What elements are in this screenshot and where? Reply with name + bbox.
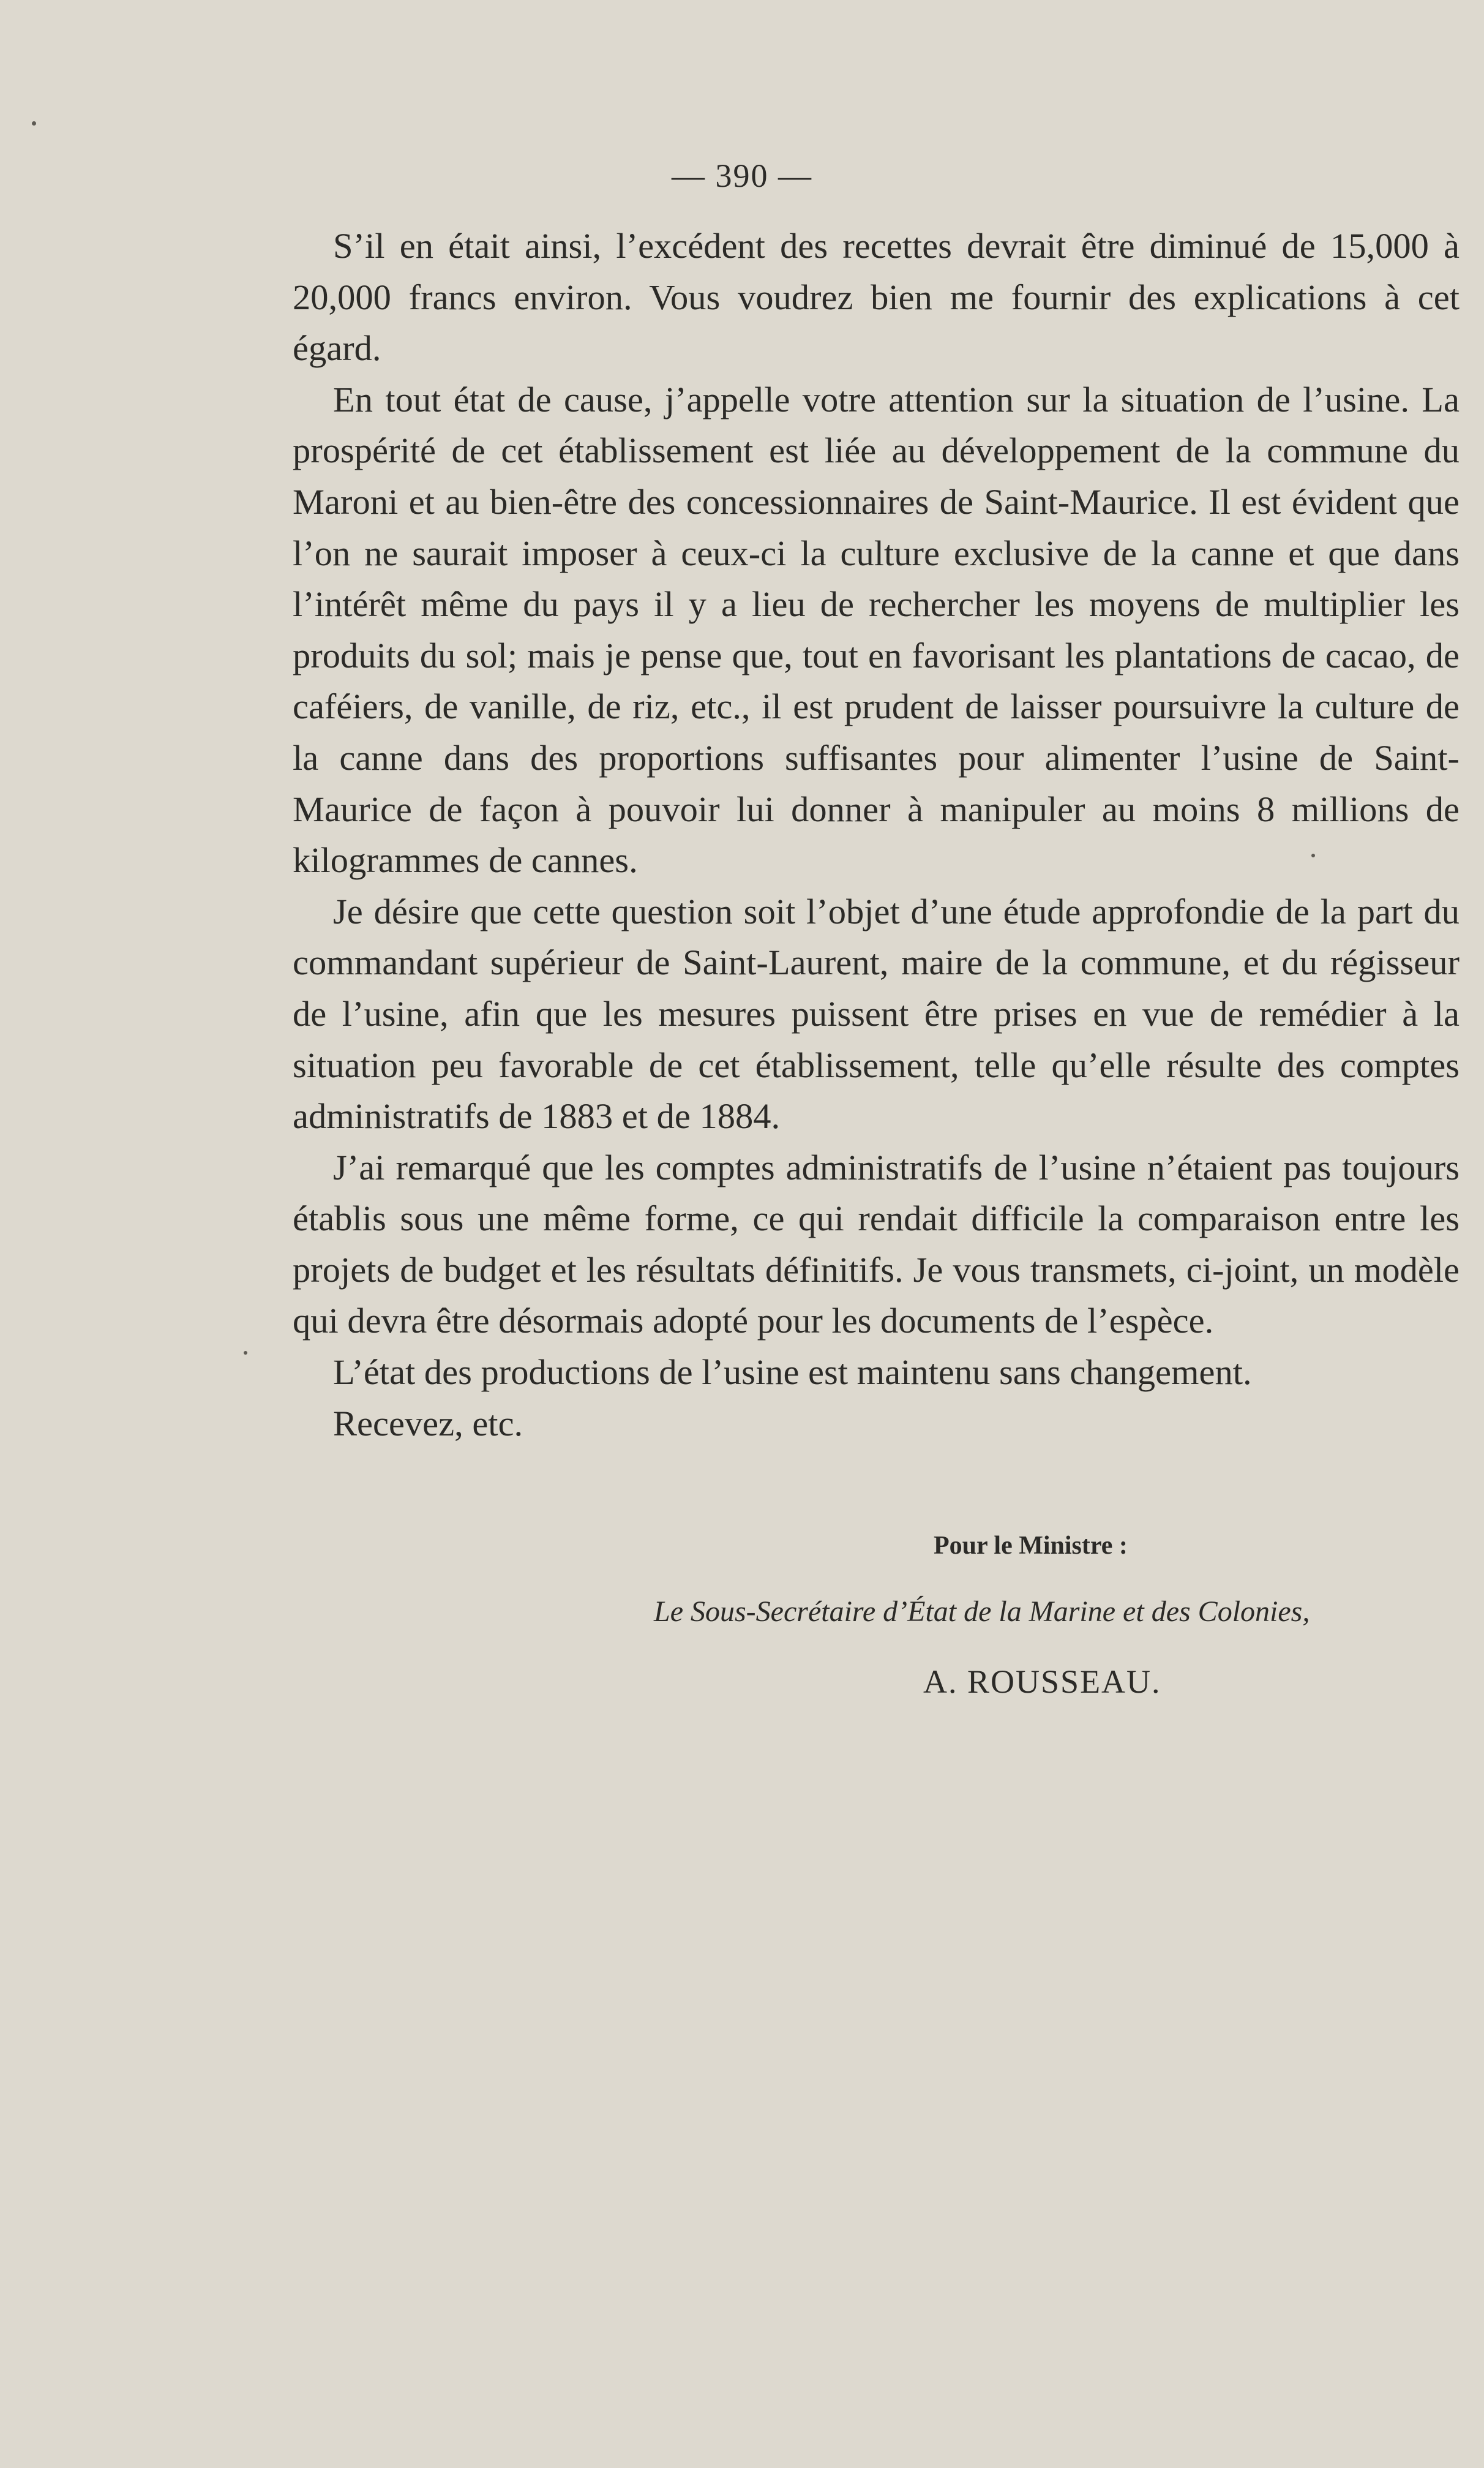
paragraph-1: S’il en était ainsi, l’excédent des recettes devrait être diminué de 15,000 à 20,000 francs environ. Vous voudrez bien me fournir des explications à cet égard. [293, 226, 1460, 369]
paper-speck [32, 121, 36, 126]
signature-name: A. ROUSSEAU. [923, 1663, 1161, 1700]
paragraph-3: Je désire que cette question soit l’objet d’une étude approfondie de la part du commandant supérieur de Saint-Laurent, maire de la commune, et du régisseur de l’usine, afin que les mesures puissent être prises en vue de remédier à la situation peu favorable de cet établissement, telle qu’elle résulte des comptes administratifs de 1883 et de 1884. [293, 891, 1460, 1137]
page-number: — 390 — [672, 157, 812, 194]
letter-body [293, 220, 1460, 1449]
paragraph-5: L’état des productions de l’usine est maintenu sans changement. [333, 1352, 1252, 1393]
paragraph-4: J’ai remarqué que les comptes administratifs de l’usine n’étaient pas toujours établis sous une même forme, ce qui rendait difficile la comparaison entre les projets de budget et les résultats définitifs. Je vous transmets, ci-joint, un modèle qui devra être désormais adopté pour les documents de l’espèce. [293, 1147, 1460, 1341]
signature-label: Pour le Ministre : [934, 1532, 1128, 1560]
paragraph-2: En tout état de cause, j’appelle votre attention sur la situation de l’usine. La prospérité de cet établissement est liée au développement de la commune du Maroni et au bien-être des concessionnaires de Saint-Maurice. Il est évident que l’on ne saurait imposer à ceux-ci la culture exclusive de la canne et que dans l’intérêt même du pays il y a lieu de rechercher les moyens de multiplier les produits du sol; mais je pense que, tout en favorisant les plantations de cacao, de caféiers, de vanille, de riz, etc., il est prudent de laisser poursuivre la culture de la canne dans des proportions suffisantes pour alimenter l’usine de Saint-Maurice de façon à pouvoir lui donner à manipuler au moins 8 millions de kilogrammes de cannes. [293, 379, 1460, 881]
paper-speck [1311, 854, 1315, 857]
paragraph-6: Recevez, etc. [333, 1403, 523, 1443]
signature-title: Le Sous-Secrétaire d’État de la Marine et des Colonies, [654, 1595, 1310, 1628]
paper-speck [244, 1351, 247, 1355]
